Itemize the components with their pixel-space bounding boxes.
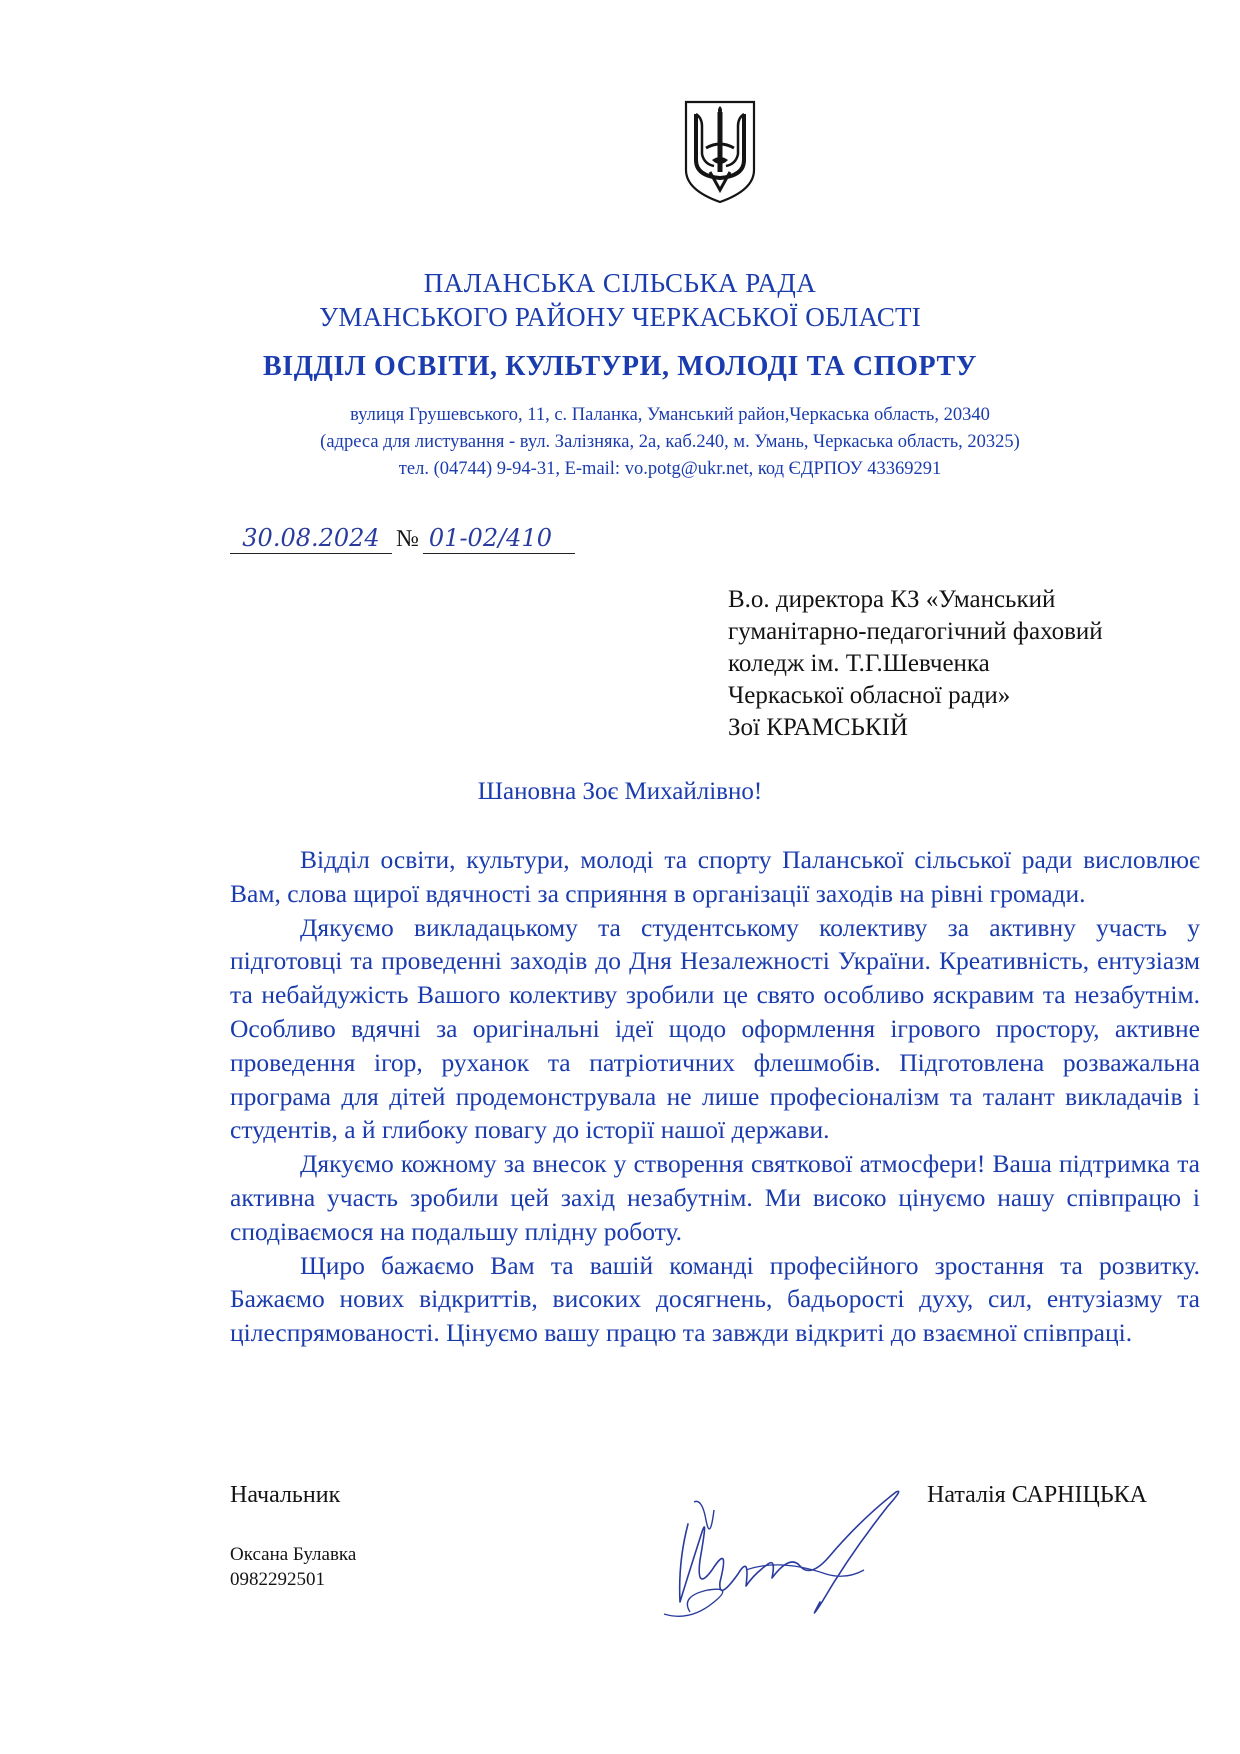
executor-block bbox=[230, 1542, 356, 1592]
addressee-line-5: Зої КРАМСЬКІЙ bbox=[728, 714, 908, 741]
signer-name: Наталія САРНІЦЬКА bbox=[927, 1482, 1147, 1508]
executor-phone: 0982292501 bbox=[230, 1569, 325, 1590]
registration-number: 01-02/410 bbox=[423, 524, 575, 554]
registration-date: 30.08.2024 bbox=[230, 524, 392, 554]
address-line-1: вулиця Грушевського, 11, с. Паланка, Уманський район,Черкаська область, 20340 bbox=[350, 405, 990, 425]
addressee-line-1: В.о. директора КЗ «Уманський bbox=[728, 586, 1056, 613]
body-paragraph-2: Дякуємо викладацькому та студентському колективу за активну участь у підготовці та проведенні заходів до Дня Незалежності України. Креативність, ентузіазм та небайдужість Вашого колективу зробили це свято особливо яскравим та незабутнім. Особливо вдячні за оригінальні ідеї щодо оформлення ігрового простору, активне проведення ігор, руханок та патріотичних флешмобів. Підготовлена розважальна програма для дітей продемонструвала не лише професіоналізм та талант викладачів і студентів, а й глибоку повагу до історії нашої держави. bbox=[230, 912, 1200, 1145]
address-line-3: тел. (04744) 9-94-31, E-mail: vo.potg@ukr.net, код ЄДРПОУ 43369291 bbox=[398, 459, 942, 479]
signer-title: Начальник bbox=[230, 1482, 341, 1508]
council-name: ПАЛАНСЬКА СІЛЬСЬКА РАДА bbox=[423, 268, 817, 298]
salutation: Шановна Зоє Михайлівно! bbox=[477, 778, 763, 805]
district-name: УМАНСЬКОГО РАЙОНУ ЧЕРКАСЬКОЇ ОБЛАСТІ bbox=[319, 302, 921, 332]
addressee-line-3: коледж ім. Т.Г.Шевченка bbox=[728, 650, 990, 677]
number-sign: № bbox=[396, 526, 419, 552]
body-paragraph-1: Відділ освіти, культури, молоді та спорту Паланської сільської ради висловлює Вам, слова щирої вдячності за сприяння в організації заходів на рівні громади. bbox=[230, 845, 1200, 908]
registration-line bbox=[230, 524, 575, 554]
addressee-line-4: Черкаської обласної ради» bbox=[728, 682, 1011, 709]
address-line-2: (адреса для листування - вул. Залізняка, 2а, каб.240, м. Умань, Черкаська область, 20325) bbox=[320, 432, 1020, 452]
handwritten-signature-icon bbox=[650, 1462, 910, 1632]
addressee-line-2: гуманітарно-педагогічний фаховий bbox=[728, 618, 1103, 645]
body-paragraph-4: Щиро бажаємо Вам та вашій команді професійного зростання та розвитку. Бажаємо нових відкриттів, високих досягнень, бадьорості духу, сил, ентузіазму та цілеспрямованості. Цінуємо вашу працю та завжди відкриті до взаємної співпраці. bbox=[230, 1250, 1200, 1348]
letter-body bbox=[230, 843, 1200, 1350]
department-name: ВІДДІЛ ОСВІТИ, КУЛЬТУРИ, МОЛОДІ ТА СПОРТУ bbox=[263, 351, 977, 382]
trident-emblem-icon bbox=[682, 98, 758, 206]
body-paragraph-3: Дякуємо кожному за внесок у створення святкової атмосфери! Ваша підтримка та активна участь зробили цей захід незабутнім. Ми високо цінуємо нашу співпрацю і сподіваємося на подальшу плідну роботу. bbox=[230, 1149, 1200, 1246]
executor-name: Оксана Булавка bbox=[230, 1544, 357, 1565]
addressee-block bbox=[728, 584, 1103, 744]
